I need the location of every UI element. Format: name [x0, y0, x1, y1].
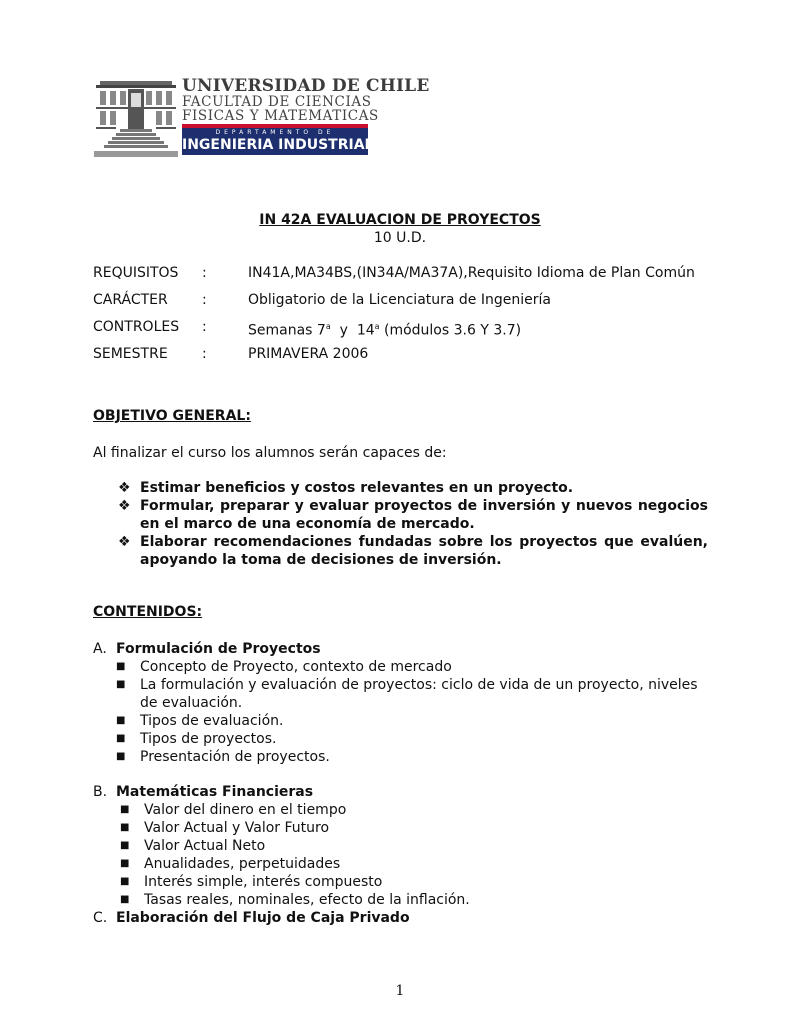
requirement-label: CARÁCTER [93, 292, 168, 308]
square-bullet-icon: ■ [116, 679, 126, 690]
square-bullet-icon: ■ [116, 751, 126, 762]
square-bullet-icon: ■ [116, 733, 126, 744]
faculty-line-2: FISICAS Y MATEMATICAS [182, 108, 379, 124]
requirement-label: CONTROLES [93, 319, 180, 335]
section-title: Matemáticas Financieras [116, 784, 314, 800]
page-number: 1 [395, 983, 405, 999]
course-units: 10 U.D. [373, 230, 427, 246]
square-bullet-icon: ■ [116, 715, 126, 726]
contents-heading: CONTENIDOS: [93, 604, 203, 620]
department-name: INGENIERIA INDUSTRIAL [182, 137, 374, 153]
logo-text [182, 76, 430, 124]
diamond-bullet-icon: ❖ [118, 498, 131, 514]
requirement-label: SEMESTRE [93, 346, 168, 362]
section-letter: B. [93, 784, 108, 800]
square-bullet-icon: ■ [120, 876, 130, 887]
department-banner [182, 124, 374, 155]
requirement-label: REQUISITOS [93, 265, 179, 281]
square-bullet-icon: ■ [120, 894, 130, 905]
university-logo [94, 76, 430, 157]
square-bullet-icon: ■ [116, 661, 126, 672]
faculty-line-1: FACULTAD DE CIENCIAS [182, 94, 372, 110]
requirement-colon: : [202, 292, 207, 308]
objective-intro: Al finalizar el curso los alumnos serán capaces de: [93, 445, 447, 461]
section-title: Formulación de Proyectos [116, 641, 321, 657]
requirement-colon: : [202, 319, 207, 335]
requirement-colon: : [202, 265, 207, 281]
section-letter: A. [93, 641, 107, 657]
square-bullet-icon: ■ [120, 858, 130, 869]
diamond-bullet-icon: ❖ [118, 534, 131, 550]
department-label: DEPARTAMENTO DE [215, 129, 335, 136]
section-letter: C. [93, 910, 108, 926]
requirement-colon: : [202, 346, 207, 362]
square-bullet-icon: ■ [120, 822, 130, 833]
diamond-bullet-icon: ❖ [118, 480, 131, 496]
requirement-value: Obligatorio de la Licenciatura de Ingeniería [248, 292, 551, 308]
requirement-value: PRIMAVERA 2006 [248, 346, 369, 362]
course-title: IN 42A EVALUACION DE PROYECTOS [259, 212, 541, 228]
square-bullet-icon: ■ [120, 804, 130, 815]
requirement-value: Semanas 7$^a$ y 14$^a$ (módulos 3.6 Y 3.7) [248, 322, 522, 339]
requirement-value: IN41A,MA34BS,(IN34A/MA37A),Requisito Idioma de Plan Común [248, 265, 695, 281]
section-title: Elaboración del Flujo de Caja Privado [116, 910, 410, 926]
building-emblem-icon [94, 77, 178, 157]
university-name: UNIVERSIDAD DE CHILE [182, 76, 430, 96]
square-bullet-icon: ■ [120, 840, 130, 851]
objective-heading: OBJETIVO GENERAL: [93, 408, 251, 424]
